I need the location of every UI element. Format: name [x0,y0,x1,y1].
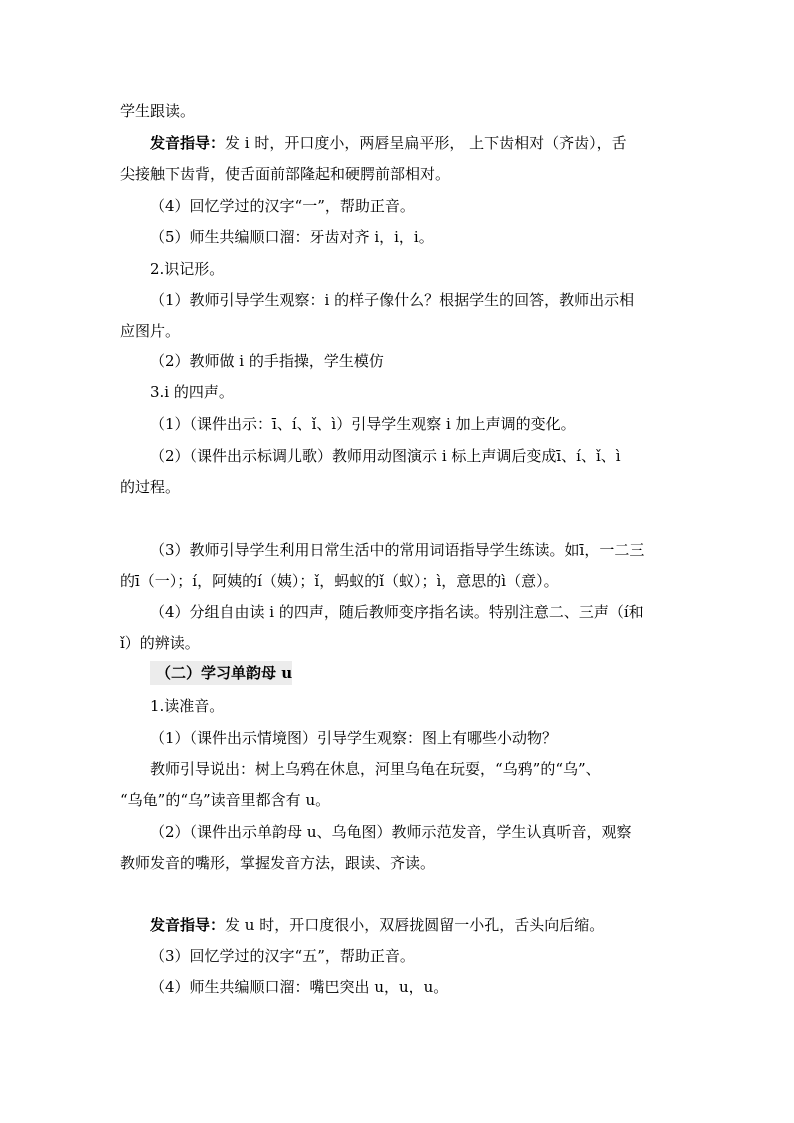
text-line: （2）教师做 i 的手指操，学生模仿 [150,352,384,370]
text-line: 1.读准音。 [150,697,225,715]
text-line: （1）（课件出示：ī、í、ǐ、ì）引导学生观察 i 加上声调的变化。 [150,415,576,433]
text-line: 3.i 的四声。 [150,383,234,401]
text-line: （2）（课件出示单韵母 u、乌龟图）教师示范发音，学生认真听音，观察 [150,823,632,841]
text-line: 2.识记形。 [150,260,225,278]
text-line: 应图片。 [120,322,181,340]
text-line: （4）师生共编顺口溜：嘴巴突出 u，u，u。 [150,978,449,996]
text-line: 教师引导说出：树上乌鸦在休息，河里乌龟在玩耍，“乌鸦”的“乌”、 [150,760,601,778]
pronunciation-guide-u [150,915,710,935]
guide-text: 发 u 时，开口度很小，双唇拢圆留一小孔，舌头向后缩。 [225,916,605,934]
guide-text: 发 i 时，开口度小，两唇呈扁平形， 上下齿相对（齐齿），舌 [225,134,627,152]
text-line: （4）回忆学过的汉字“一”，帮助正音。 [150,197,415,215]
text-line: 的过程。 [120,478,181,496]
text-line: （3）回忆学过的汉字“五”，帮助正音。 [150,947,415,965]
text-line: 教师发音的嘴形，掌握发音方法，跟读、齐读。 [120,854,436,872]
text-line: 尖接触下齿背，使舌面前部隆起和硬腭前部相对。 [120,165,451,183]
section-heading: （二）学习单韵母 u [150,661,292,685]
text-line: ǐ）的辨读。 [120,634,200,652]
text-line: 的ī（一）；í，阿姨的í（姨）；ǐ，蚂蚁的ǐ（蚁）；ì，意思的ì（意）。 [120,572,559,590]
text-line: （2）（课件出示标调儿歌）教师用动图演示 i 标上声调后变成ī、í、ǐ、ì [150,447,621,465]
text-line: （1）（课件出示情境图）引导学生观察：图上有哪些小动物？ [150,729,558,747]
text-line: （5）师生共编顺口溜：牙齿对齐 i，i，i。 [150,228,434,246]
text-line: （4）分组自由读 i 的四声，随后教师变序指名读。特别注意二、三声（í和 [150,603,644,621]
pronunciation-guide-i [150,133,710,153]
guide-label: 发音指导： [150,916,226,934]
text-line: （3）教师引导学生利用日常生活中的常用词语指导学生练读。如ī，一二三 [150,541,645,559]
text-line: 学生跟读。 [120,102,196,120]
text-line: “乌龟”的“乌”读音里都含有 u。 [120,791,331,809]
text-line: （1）教师引导学生观察：i 的样子像什么？根据学生的回答，教师出示相 [150,291,635,309]
guide-label: 发音指导： [150,134,226,152]
